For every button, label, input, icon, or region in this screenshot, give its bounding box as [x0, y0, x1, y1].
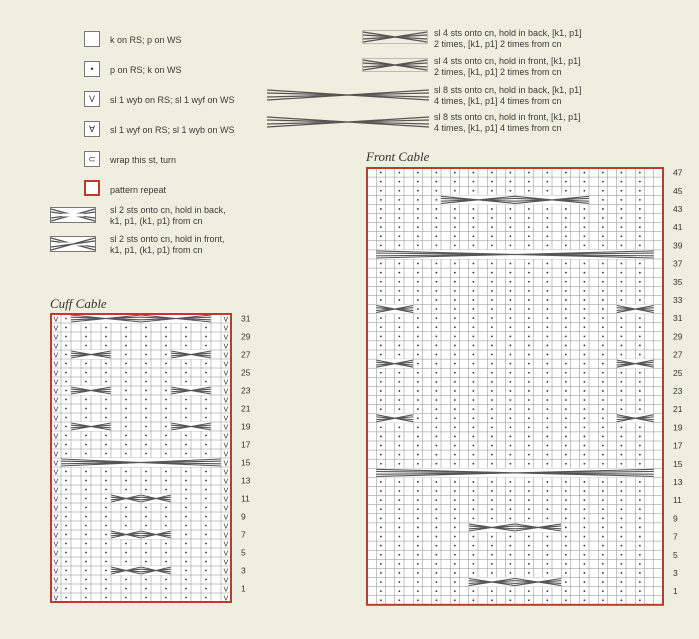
row-number-label: 15 — [241, 457, 251, 468]
svg-text:V: V — [53, 576, 59, 585]
svg-text:V: V — [53, 594, 59, 603]
row-number-label: 47 — [673, 167, 683, 178]
svg-text:V: V — [53, 558, 59, 567]
svg-text:V: V — [223, 585, 229, 594]
purl-swatch: • — [84, 61, 100, 77]
legend-purl: p on RS; k on WS — [110, 65, 182, 75]
legend-cable-8-back-2: 4 times, [k1, p1] 4 times from cn — [434, 96, 562, 106]
cable-cross-mark — [141, 566, 171, 575]
svg-text:V: V — [223, 441, 229, 450]
row-number-label: 5 — [673, 549, 678, 560]
row-number-label: 39 — [673, 240, 683, 251]
svg-text:V: V — [223, 459, 229, 468]
cuff-chart-grid — [50, 313, 260, 609]
svg-text:V: V — [223, 315, 229, 324]
svg-text:V: V — [223, 576, 229, 585]
row-number-label: 23 — [673, 385, 683, 396]
svg-text:V: V — [53, 477, 59, 486]
wrap-swatch: ⊂ — [84, 151, 100, 167]
cable-cross-mark — [617, 359, 654, 368]
cable-cross-mark — [617, 414, 654, 423]
svg-text:V: V — [223, 342, 229, 351]
row-number-label: 31 — [673, 313, 683, 324]
legend-cable-2-front-1: sl 2 sts onto cn, hold in front, — [110, 234, 225, 244]
cable-cross-mark — [61, 458, 221, 467]
legend-cable-4-back-1: sl 4 sts onto cn, hold in back, [k1, p1] — [434, 28, 582, 38]
svg-text:V: V — [223, 369, 229, 378]
row-number-label: 11 — [241, 493, 250, 504]
cable-cross-mark — [171, 350, 211, 359]
cable-cross-mark — [141, 530, 171, 539]
knit-swatch — [84, 31, 100, 47]
row-number-label: 27 — [673, 349, 683, 360]
row-number-label: 43 — [673, 203, 683, 214]
svg-text:V: V — [223, 432, 229, 441]
cable-cross-mark — [617, 305, 654, 314]
front-chart-grid — [366, 167, 686, 607]
cable-cross-mark — [376, 359, 413, 368]
cable-cross-mark — [71, 350, 111, 359]
svg-text:V: V — [223, 405, 229, 414]
cable-cross-mark — [141, 314, 211, 323]
svg-text:V: V — [53, 585, 59, 594]
cable-cross-mark — [71, 314, 141, 323]
cable-cross-mark — [71, 386, 111, 395]
svg-text:V: V — [223, 396, 229, 405]
svg-text:V: V — [53, 351, 59, 360]
cable-cross-mark — [111, 494, 141, 503]
svg-text:V: V — [53, 396, 59, 405]
row-number-label: 17 — [673, 440, 683, 451]
svg-text:V: V — [223, 540, 229, 549]
row-number-label: 7 — [241, 529, 246, 540]
cable-cross-mark — [71, 422, 111, 431]
svg-text:V: V — [53, 378, 59, 387]
row-number-label: 1 — [673, 586, 678, 597]
row-number-label: 9 — [241, 511, 246, 522]
svg-text:V: V — [223, 450, 229, 459]
row-number-label: 33 — [673, 294, 683, 305]
cable-cross-mark — [171, 422, 211, 431]
front-chart-title: Front Cable — [366, 149, 430, 164]
svg-text:V: V — [53, 315, 59, 324]
cable-cross-mark — [441, 195, 515, 204]
svg-text:V: V — [53, 549, 59, 558]
legend-knit: k on RS; p on WS — [110, 35, 182, 45]
svg-text:V: V — [223, 378, 229, 387]
row-number-label: 21 — [673, 404, 683, 415]
cable-cross-mark — [376, 414, 413, 423]
row-number-label: 19 — [241, 421, 251, 432]
row-number-label: 25 — [241, 367, 251, 378]
cable-cross-mark — [376, 468, 654, 477]
svg-text:V: V — [53, 369, 59, 378]
svg-text:V: V — [223, 504, 229, 513]
cable-cross-mark — [111, 530, 141, 539]
svg-text:V: V — [53, 513, 59, 522]
svg-text:V: V — [223, 333, 229, 342]
cable-cross-mark — [515, 578, 561, 587]
slip-wyf-swatch: ∀ — [84, 121, 100, 137]
svg-text:V: V — [53, 468, 59, 477]
row-number-label: 13 — [241, 475, 251, 486]
row-number-label: 31 — [241, 313, 251, 324]
svg-text:V: V — [223, 567, 229, 576]
svg-text:V: V — [53, 459, 59, 468]
legend-cable-8-front-2: 4 times, [k1, p1] 4 times from cn — [434, 123, 562, 133]
svg-text:V: V — [223, 549, 229, 558]
legend-cable-2-back-1: sl 2 sts onto cn, hold in back, — [110, 205, 226, 215]
legend-slip-wyb: sl 1 wyb on RS; sl 1 wyf on WS — [110, 95, 235, 105]
cable-cross-mark — [469, 578, 515, 587]
row-number-label: 29 — [673, 331, 683, 342]
row-number-label: 21 — [241, 403, 251, 414]
cable-4-front-icon — [362, 58, 428, 72]
row-number-label: 11 — [673, 495, 682, 506]
row-number-label: 3 — [673, 567, 678, 578]
svg-text:V: V — [53, 360, 59, 369]
svg-text:V: V — [223, 324, 229, 333]
cable-8-back-icon — [266, 88, 430, 102]
cable-cross-mark — [171, 386, 211, 395]
cable-cross-mark — [515, 195, 589, 204]
row-number-label: 5 — [241, 547, 246, 558]
svg-text:V: V — [223, 495, 229, 504]
legend-cable-2-back-2: k1, p1, (k1, p1) from cn — [110, 216, 203, 226]
legend-wrap: wrap this st, turn — [110, 155, 177, 165]
svg-text:V: V — [223, 351, 229, 360]
legend-cable-8-back-1: sl 8 sts onto cn, hold in back, [k1, p1] — [434, 85, 582, 95]
row-number-label: 41 — [673, 222, 683, 233]
svg-text:V: V — [53, 405, 59, 414]
svg-text:V: V — [53, 324, 59, 333]
svg-text:V: V — [223, 468, 229, 477]
legend-cable-4-front-1: sl 4 sts onto cn, hold in front, [k1, p1] — [434, 56, 581, 66]
svg-text:V: V — [53, 333, 59, 342]
svg-text:V: V — [223, 477, 229, 486]
svg-text:V: V — [53, 450, 59, 459]
svg-text:V: V — [53, 567, 59, 576]
svg-text:V: V — [53, 423, 59, 432]
front-chart — [366, 167, 686, 612]
svg-text:V: V — [53, 486, 59, 495]
svg-text:V: V — [223, 387, 229, 396]
legend-cable-8-front-1: sl 8 sts onto cn, hold in front, [k1, p1] — [434, 112, 581, 122]
svg-text:V: V — [53, 531, 59, 540]
svg-text:V: V — [53, 414, 59, 423]
cable-8-front-icon — [266, 115, 430, 129]
row-number-label: 17 — [241, 439, 251, 450]
cable-2-back-icon — [50, 207, 96, 223]
cable-cross-mark — [376, 305, 413, 314]
row-number-label: 23 — [241, 385, 251, 396]
row-number-label: 35 — [673, 276, 683, 287]
row-number-label: 15 — [673, 458, 683, 469]
row-number-label: 19 — [673, 422, 683, 433]
legend-repeat: pattern repeat — [110, 185, 167, 195]
svg-text:V: V — [223, 414, 229, 423]
svg-text:V: V — [223, 513, 229, 522]
row-number-label: 7 — [673, 531, 678, 542]
legend-cable-4-front-2: 2 times, [k1, p1] 2 times from cn — [434, 67, 562, 77]
svg-text:V: V — [223, 522, 229, 531]
svg-text:V: V — [53, 441, 59, 450]
legend-cable-4-back-2: 2 times, [k1, p1] 2 times from cn — [434, 39, 562, 49]
cable-cross-mark — [515, 523, 561, 532]
svg-text:V: V — [223, 360, 229, 369]
svg-text:V: V — [53, 540, 59, 549]
row-number-label: 45 — [673, 185, 683, 196]
slip-wyb-swatch: V — [84, 91, 100, 107]
cable-cross-mark — [469, 523, 515, 532]
svg-text:V: V — [53, 495, 59, 504]
svg-text:V: V — [53, 342, 59, 351]
svg-text:V: V — [223, 423, 229, 432]
svg-text:V: V — [223, 531, 229, 540]
svg-text:V: V — [53, 432, 59, 441]
cable-cross-mark — [111, 566, 141, 575]
row-number-label: 3 — [241, 565, 246, 576]
svg-text:V: V — [223, 594, 229, 603]
cable-2-front-icon — [50, 236, 96, 252]
cable-cross-mark — [376, 250, 654, 259]
cable-4-back-icon — [362, 30, 428, 44]
repeat-swatch — [84, 180, 100, 196]
cuff-chart-title: Cuff Cable — [50, 296, 107, 311]
legend-cable-2-front-2: k1, p1, (k1, p1) from cn — [110, 245, 203, 255]
svg-text:V: V — [53, 522, 59, 531]
row-number-label: 27 — [241, 349, 251, 360]
row-number-label: 29 — [241, 331, 251, 342]
row-number-label: 25 — [673, 367, 683, 378]
row-number-label: 1 — [241, 583, 246, 594]
row-number-label: 37 — [673, 258, 683, 269]
cuff-chart — [50, 313, 260, 614]
svg-text:V: V — [53, 387, 59, 396]
row-number-label: 13 — [673, 476, 683, 487]
svg-text:V: V — [223, 558, 229, 567]
legend-slip-wyf: sl 1 wyf on RS; sl 1 wyb on WS — [110, 125, 235, 135]
row-number-label: 9 — [673, 513, 678, 524]
svg-text:V: V — [223, 486, 229, 495]
cable-cross-mark — [141, 494, 171, 503]
svg-text:V: V — [53, 504, 59, 513]
